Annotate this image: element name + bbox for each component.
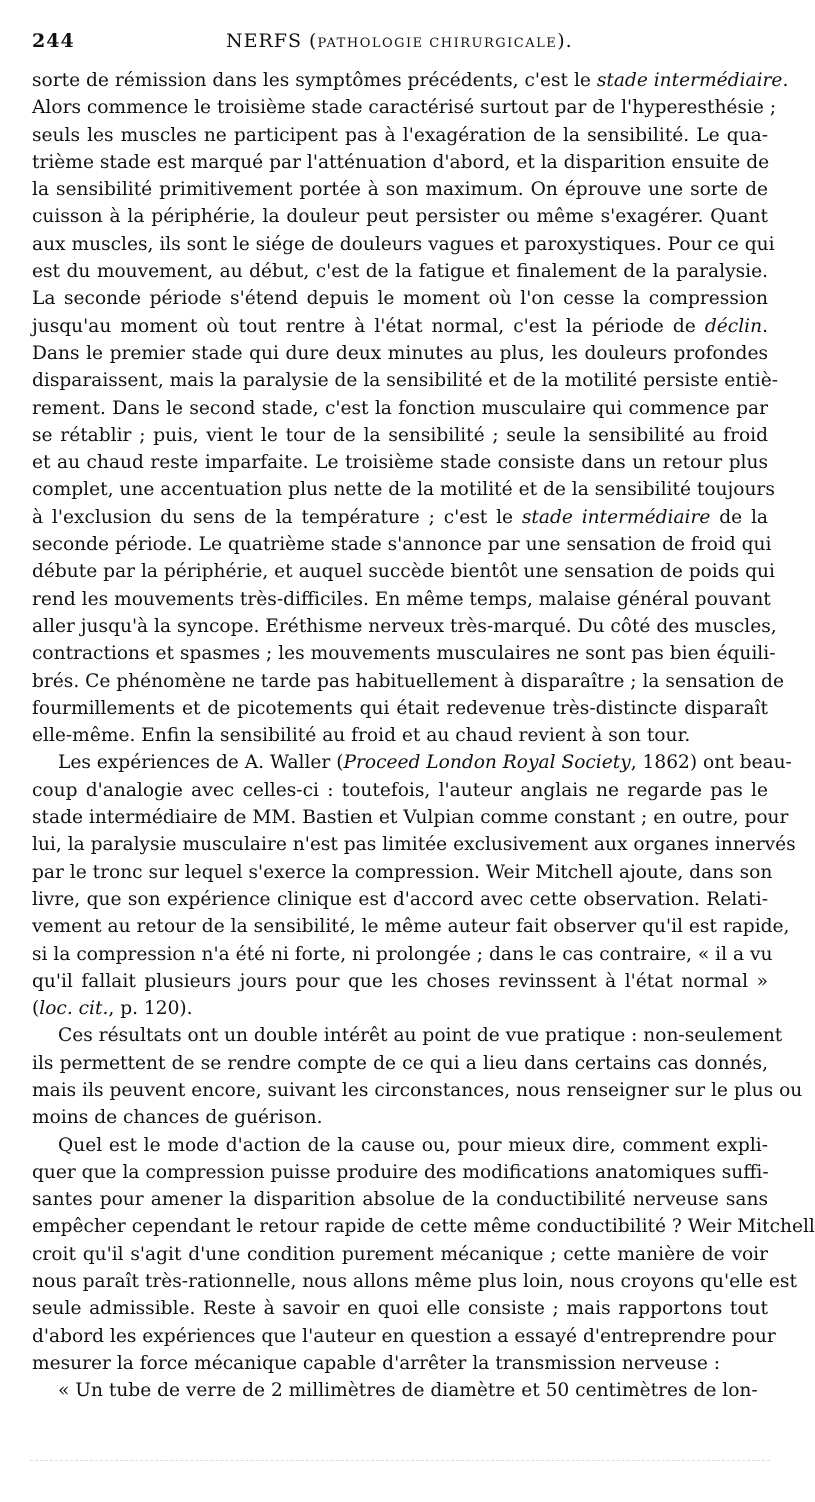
text-line: trième stade est marqué par l'atténuation d'abord, et la disparition ensuite de <box>32 151 770 173</box>
text-line: quer que la compression puisse produire des modifications anatomiques suffi- <box>32 1161 769 1183</box>
text-line: cuisson à la périphérie, la douleur peut persister ou même s'exagérer. Quant <box>32 206 768 228</box>
text-line: à l'exclusion du sens de la température ; c'est le stade intermédiaire de la <box>32 506 768 528</box>
text-line: livre, que son expérience clinique est d'accord avec cette observation. Relati- <box>32 888 768 910</box>
text-line: brés. Ce phénomène ne tarde pas habituellement à disparaître ; la sensation de <box>32 670 784 692</box>
text-line: mesurer la force mécanique capable d'arrêter la transmission nerveuse : <box>32 1352 720 1374</box>
text-line: (loc. cit., p. 120). <box>32 998 193 1020</box>
text-line: si la compression n'a été ni forte, ni prolongée ; dans le cas contraire, « il a vu <box>32 943 773 965</box>
text-line: mais ils peuvent encore, suivant les circonstances, nous renseigner sur le plus ou <box>32 1079 803 1101</box>
running-title-sub: PATHOLOGIE CHIRURGICALE <box>317 36 558 51</box>
text-line: santes pour amener la disparition absolue de la conductibilité nerveuse sans <box>32 1189 768 1211</box>
text-line: aller jusqu'à la syncope. Eréthisme nerveux très-marqué. Du côté des muscles, <box>32 615 777 637</box>
text-line: seconde période. Le quatrième stade s'annonce par une sensation de froid qui <box>32 534 772 556</box>
running-header <box>32 30 768 58</box>
running-title <box>226 30 573 52</box>
text-line: lui, la paralysie musculaire n'est pas limitée exclusivement aux organes innervés <box>32 834 796 856</box>
text-line: d'abord les expériences que l'auteur en question a essayé d'entreprendre pour <box>32 1325 776 1347</box>
text-line: ils permettent de se rendre compte de ce qui a lieu dans certains cas donnés, <box>32 1052 768 1074</box>
text-line: jusqu'au moment où tout rentre à l'état normal, c'est la période de déclin. <box>32 315 768 337</box>
body-text <box>32 67 815 1405</box>
text-line: rend les mouvements très-difficiles. En même temps, malaise général pouvant <box>32 588 771 610</box>
text-line: rement. Dans le second stade, c'est la fonction musculaire qui commence par <box>32 397 768 419</box>
text-line: aux muscles, ils sont le siége de douleurs vagues et paroxystiques. Pour ce qui <box>32 233 775 255</box>
text-line: vement au retour de la sensibilité, le même auteur fait observer qu'il est rapide, <box>32 916 790 938</box>
running-title-end: ). <box>557 30 573 52</box>
text-line: coup d'analogie avec celles-ci : toutefois, l'auteur anglais ne regarde pas le <box>32 779 768 801</box>
text-line: nous paraît très-rationnelle, nous allons même plus loin, nous croyons qu'elle est <box>32 1271 797 1293</box>
text-line: elle-même. Enfin la sensibilité au froid et au chaud revient à son tour. <box>32 725 691 747</box>
text-line: Dans le premier stade qui dure deux minutes au plus, les douleurs profondes <box>32 342 768 364</box>
text-line: complet, une accentuation plus nette de la motilité et de la sensibilité toujours <box>32 479 775 501</box>
text-line: stade intermédiaire de MM. Bastien et Vulpian comme constant ; en outre, pour <box>32 807 789 829</box>
text-line: Ces résultats ont un double intérêt au point de vue pratique : non-seulement <box>58 1025 783 1047</box>
text-line: est du mouvement, au début, c'est de la fatigue et finalement de la paralysie. <box>32 261 768 283</box>
text-line: disparaissent, mais la paralysie de la sensibilité et de la motilité persiste entiè- <box>32 370 778 392</box>
text-line: empêcher cependant le retour rapide de cette même conductibilité ? Weir Mitchell <box>32 1216 815 1238</box>
text-line: par le tronc sur lequel s'exerce la compression. Weir Mitchell ajoute, dans son <box>32 861 773 883</box>
text-line: contractions et spasmes ; les mouvements musculaires ne sont pas bien équili- <box>32 643 776 665</box>
text-line: fourmillements et de picotements qui était redevenue très-distincte disparaît <box>32 697 768 719</box>
text-line: Les expériences de A. Waller (Proceed London Royal Society, 1862) ont beau- <box>58 752 792 774</box>
text-line: seule admissible. Reste à savoir en quoi elle consiste ; mais rapportons tout <box>32 1298 768 1320</box>
text-line: sorte de rémission dans les symptômes précédents, c'est le stade intermédiaire. <box>32 70 789 91</box>
text-line: se rétablir ; puis, vient le tour de la sensibilité ; seule la sensibilité au froid <box>32 424 768 446</box>
text-line: qu'il fallait plusieurs jours pour que les choses revinssent à l'état normal » <box>32 970 768 992</box>
page-bottom-marks <box>30 1460 770 1467</box>
text-line: Alors commence le troisième stade caractérisé surtout par de l'hyperesthésie ; <box>32 97 777 119</box>
text-line: la sensibilité primitivement portée à son maximum. On éprouve une sorte de <box>32 179 768 201</box>
page-number: 244 <box>32 30 75 52</box>
running-title-main: NERFS ( <box>226 30 318 52</box>
text-line: Quel est le mode d'action de la cause ou, pour mieux dire, comment expli- <box>58 1134 768 1156</box>
text-line: et au chaud reste imparfaite. Le troisième stade consiste dans un retour plus <box>32 452 768 474</box>
text-line: seuls les muscles ne participent pas à l'exagération de la sensibilité. Le qua- <box>32 124 768 146</box>
text-line: croit qu'il s'agit d'une condition purement mécanique ; cette manière de voir <box>32 1243 768 1265</box>
text-line: La seconde période s'étend depuis le moment où l'on cesse la compression <box>32 288 768 310</box>
text-line: « Un tube de verre de 2 millimètres de diamètre et 50 centimètres de lon- <box>58 1380 758 1402</box>
text-line: moins de chances de guérison. <box>32 1107 323 1129</box>
text-line: débute par la périphérie, et auquel succède bientôt une sensation de poids qui <box>32 561 775 583</box>
